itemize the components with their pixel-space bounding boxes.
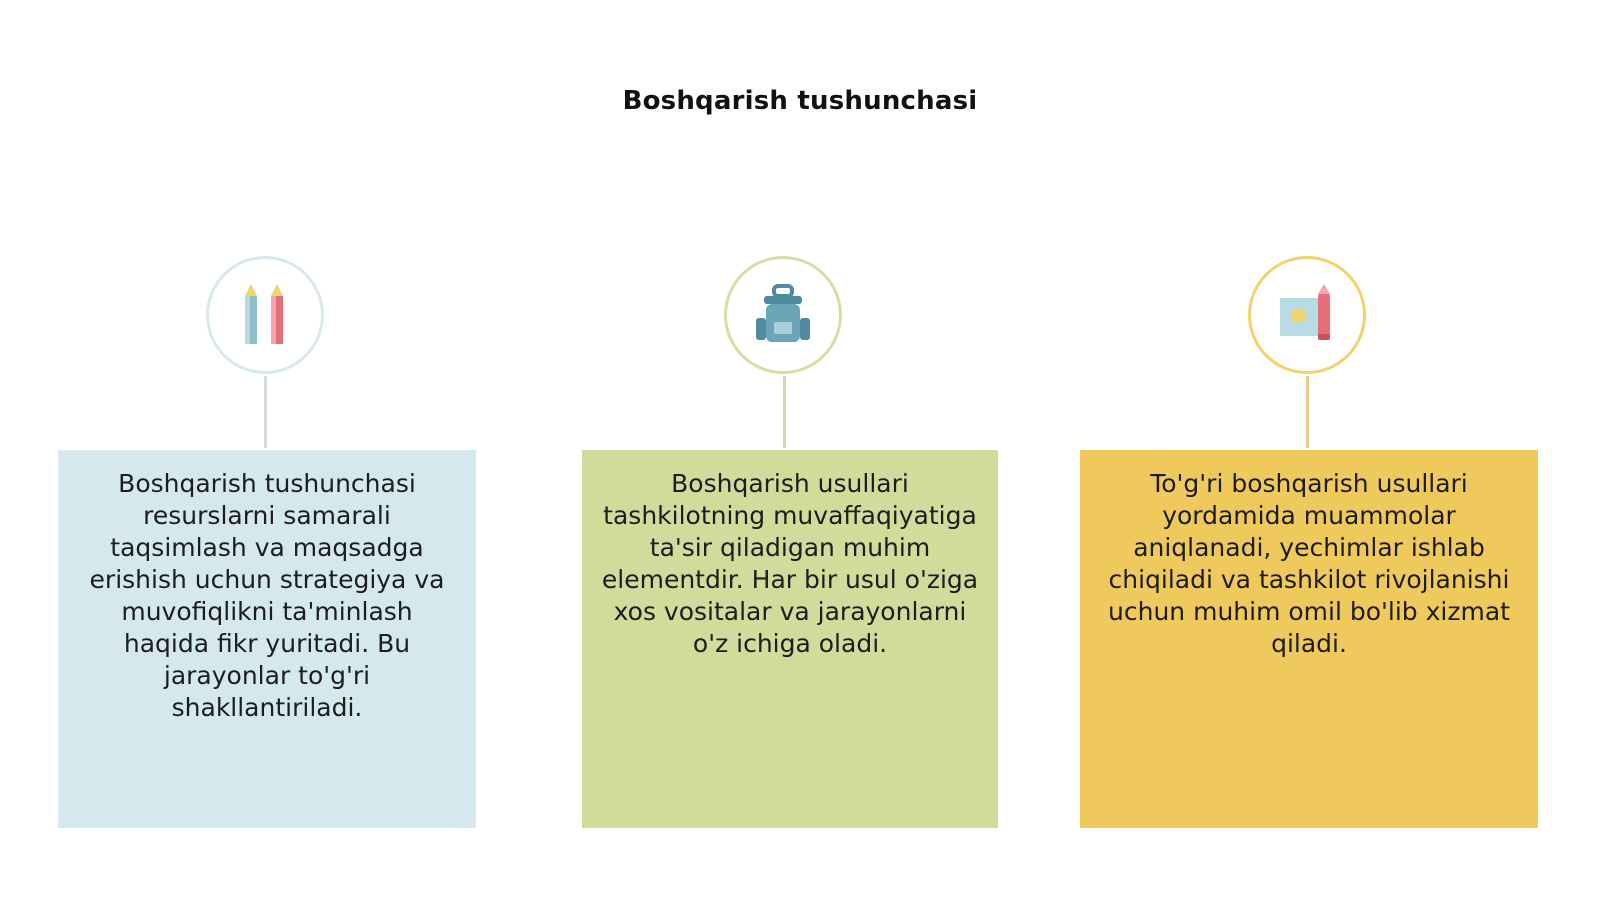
slide-title: Boshqarish tushunchasi <box>622 86 978 116</box>
card-text-3: To'g'ri boshqarish usullari yordamida muammolar aniqlanadi, yechimlar ishlab chiqiladi va tashkilot rivojlanishi uchun muhim omil bo'lib xizmat qiladi. <box>1108 469 1510 658</box>
connector-line-1 <box>264 376 267 448</box>
icon-circle-3 <box>1248 256 1366 374</box>
icon-circle-1 <box>206 256 324 374</box>
icon-circle-2 <box>724 256 842 374</box>
info-card-3 <box>1080 450 1538 828</box>
backpack-icon <box>752 284 814 346</box>
info-card-1 <box>58 450 476 828</box>
canvas-pencil-icon <box>1276 284 1338 346</box>
pencils-icon <box>237 282 293 348</box>
connector-line-2 <box>783 376 786 448</box>
card-text-2: Boshqarish usullari tashkilotning muvaffaqiyatiga ta'sir qiladigan muhim elementdir. Har bir usul o'ziga xos vositalar va jarayonlarni o'z ichiga oladi. <box>601 469 979 658</box>
connector-line-3 <box>1306 376 1309 448</box>
card-text-1: Boshqarish tushunchasi resurslarni samarali taqsimlash va maqsadga erishish uchun strategiya va muvofiqlikni ta'minlash haqida fikr yuritadi. Bu jarayonlar to'g'ri shakllantiriladi. <box>89 469 445 722</box>
info-card-2 <box>582 450 998 828</box>
